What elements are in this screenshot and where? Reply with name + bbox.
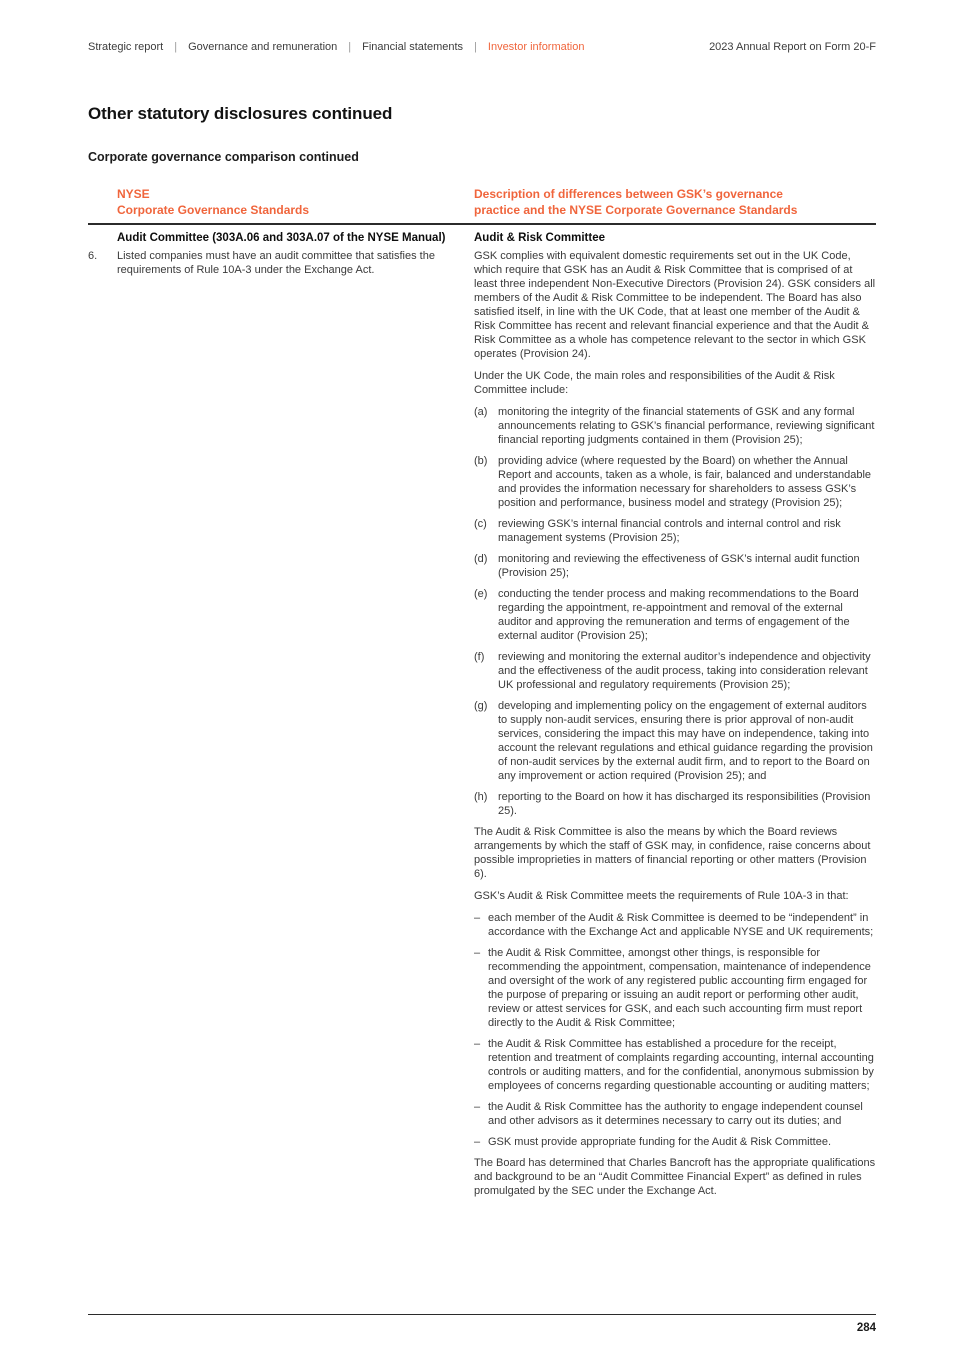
nav-item-governance-and-remuneration[interactable]: Governance and remuneration: [188, 41, 338, 53]
item-label: (a): [474, 406, 488, 418]
item-text: reviewing and monitoring the external auditor’s independence and objectivity and the effectiveness of the audit process, taking into consideration relevant UK professional and regulatory requirements (Provision 25);: [498, 651, 871, 691]
item-label: (d): [474, 553, 488, 565]
dash-marker: –: [474, 1038, 481, 1050]
gsk-header-line2: practice and the NYSE Corporate Governance Standards: [474, 202, 798, 217]
dash-item-independence: [474, 911, 876, 939]
lettered-item-e: [474, 587, 876, 643]
page-number: 284: [856, 1322, 876, 1334]
page-title: Other statutory disclosures continued: [88, 104, 393, 123]
item-label: (b): [474, 455, 488, 467]
lettered-item-a: [474, 405, 876, 447]
dash-marker: –: [474, 1101, 481, 1113]
item-label: (g): [474, 700, 488, 712]
item-text: Listed companies must have an audit committee that satisfies the requirements of Rule 10A-3 under the Exchange Act.: [117, 250, 435, 276]
lettered-item-d: [474, 552, 876, 580]
dash-item-complaints-procedure: [474, 1037, 876, 1093]
numbered-item-6: [88, 249, 460, 277]
nav-separator: |: [474, 41, 477, 53]
lettered-item-f: [474, 650, 876, 692]
item-text: reviewing GSK’s internal financial controls and internal control and risk management systems (Provision 25);: [498, 518, 841, 544]
item-text: monitoring and reviewing the effectiveness of GSK’s internal audit function (Provision 25);: [498, 553, 860, 579]
dash-marker: –: [474, 1136, 481, 1148]
paragraph-rule-10a3-intro: GSK’s Audit & Risk Committee meets the requirements of Rule 10A-3 in that:: [474, 890, 849, 902]
nav-separator: |: [348, 41, 352, 53]
item-label: (f): [474, 651, 485, 663]
paragraph-intro: GSK complies with equivalent domestic requirements set out in the UK Code, which require that GSK has an Audit & Risk Committee that is comprised of at least three independent Non-Executive Directors (Provision 24). GSK considers all members of the Audit & Risk Committee to be independent. The Board has also satisfied itself, in line with the UK Code, that at least one member of the Audit & Risk Committee has recent and relevant financial experience and that the Audit & Risk Committee as a whole has competence relevant to the sector in which GSK operates (Provision 24).: [474, 250, 876, 360]
gsk-description-column: [474, 231, 876, 1206]
item-number: 6.: [88, 250, 98, 262]
lettered-item-g: [474, 699, 876, 783]
top-nav: [88, 41, 876, 53]
item-text: conducting the tender process and making recommendations to the Board regarding the appointment, re-appointment and removal of the external auditor and approving the remuneration and terms of engagement of the external auditor (Provision 25);: [498, 588, 859, 642]
dash-item-funding: [474, 1135, 876, 1149]
item-label: (c): [474, 518, 487, 530]
lettered-item-b: [474, 454, 876, 510]
table-header-row: [88, 187, 876, 225]
nyse-header-line1: NYSE: [117, 187, 150, 201]
gsk-header-line1: Description of differences between GSK’s governance: [474, 187, 783, 201]
item-label: (h): [474, 791, 488, 803]
nyse-standards-column: [88, 231, 460, 1206]
item-text: the Audit & Risk Committee has the authority to engage independent counsel and other advisors as it determines necessary to carry out its duties; and: [488, 1101, 863, 1127]
dash-marker: –: [474, 947, 481, 959]
dash-item-engage-counsel: [474, 1100, 876, 1128]
nav-item-financial-statements[interactable]: Financial statements: [362, 41, 464, 53]
item-text: each member of the Audit & Risk Committee is deemed to be “independent” in accordance with the Exchange Act and applicable NYSE and UK requirements;: [488, 912, 874, 938]
table-body-row: [88, 225, 876, 1206]
nav-item-strategic-report[interactable]: Strategic report: [88, 41, 164, 53]
report-edition-label: 2023 Annual Report on Form 20-F: [709, 41, 876, 53]
item-text: reporting to the Board on how it has discharged its responsibilities (Provision 25).: [498, 791, 871, 817]
lettered-item-c: [474, 517, 876, 545]
nav-item-investor-information[interactable]: Investor information: [487, 41, 585, 53]
paragraph-financial-expert: The Board has determined that Charles Bancroft has the appropriate qualifications and background to be an “Audit Committee Financial Expert” as defined in rules promulgated by the SEC under the Exchange Act.: [474, 1157, 876, 1197]
dash-marker: –: [474, 912, 481, 924]
item-text: providing advice (where requested by the Board) on whether the Annual Report and accounts, taken as a whole, is fair, balanced and understandable and provides the information necessary for shareholders to assess GSK’s position and performance, business model and strategy (Provision 25);: [498, 455, 872, 509]
paragraph-roles-intro: Under the UK Code, the main roles and responsibilities of the Audit & Risk Committee include:: [474, 370, 835, 396]
page-subtitle: Corporate governance comparison continued: [88, 150, 359, 164]
nav-separator: |: [174, 41, 178, 53]
gsk-differences-header: [474, 187, 876, 218]
nyse-header-line2: Corporate Governance Standards: [117, 202, 310, 217]
item-text: developing and implementing policy on the engagement of external auditors to supply non-audit services, ensuring there is prior approval of non-audit services, considering the impact this may have on independence, taking into account the relevant regulations and ethical guidance regarding the provision of non-audit services by the external audit firm, and to report to the Board on any improvement or action required (Provision 25); and: [498, 700, 873, 782]
item-text: the Audit & Risk Committee, amongst other things, is responsible for recommending the appointment, compensation, maintenance of independence and oversight of the work of any registered public accounting firm engaged for the purpose of preparing or issuing an audit report or performing other audit, review or attest services for GSK, and each such accounting firm must report directly to the Audit & Risk Committee;: [488, 947, 871, 1029]
dash-item-auditor-oversight: [474, 946, 876, 1030]
nyse-standards-header: [88, 187, 460, 218]
item-text: GSK must provide appropriate funding for the Audit & Risk Committee.: [488, 1136, 831, 1148]
audit-committee-heading: Audit Committee (303A.06 and 303A.07 of the NYSE Manual): [117, 232, 446, 244]
footer-rule: [88, 1314, 876, 1315]
item-text: the Audit & Risk Committee has established a procedure for the receipt, retention and treatment of complaints regarding accounting, internal accounting controls or auditing matters, and for the confidential, anonymous submission by employees of concerns regarding questionable accounting or auditing matters;: [488, 1038, 874, 1092]
item-label: (e): [474, 588, 488, 600]
governance-comparison-table: [88, 187, 876, 1206]
audit-risk-committee-heading: Audit & Risk Committee: [474, 232, 605, 244]
lettered-item-h: [474, 790, 876, 818]
item-text: monitoring the integrity of the financial statements of GSK and any formal announcements relating to GSK’s financial performance, reviewing significant financial reporting judgments contained in them (Provision 25);: [498, 406, 875, 446]
paragraph-whistleblowing: The Audit & Risk Committee is also the means by which the Board reviews arrangements by which the staff of GSK may, in confidence, raise concerns about possible improprieties in matters of financial reporting or other matters (Provision 6).: [474, 826, 871, 880]
section-nav: [88, 41, 585, 53]
